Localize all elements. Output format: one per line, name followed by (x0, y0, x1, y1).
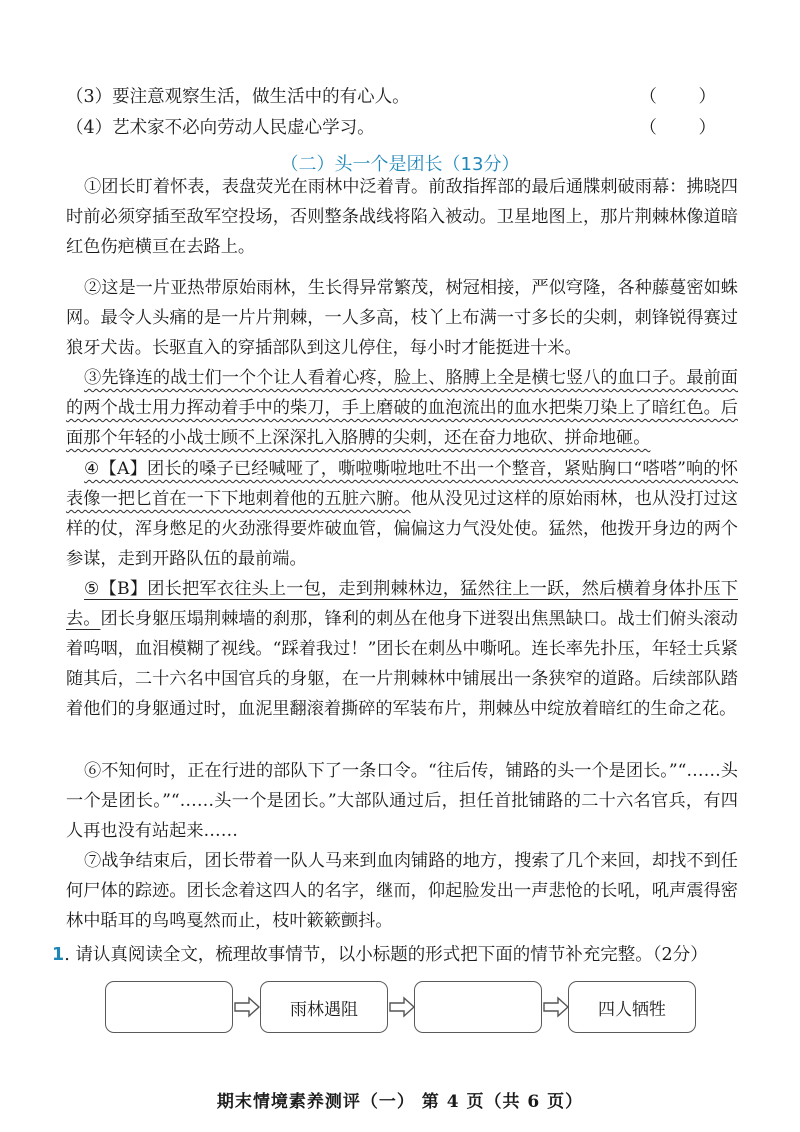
paragraph-5 (66, 574, 738, 724)
judgment-item-3 (66, 84, 738, 110)
question-number: 1 (52, 945, 65, 965)
arrow-right-icon (234, 996, 260, 1018)
plot-box-3-blank[interactable] (414, 981, 542, 1033)
paragraph-1: ①团长盯着怀表，表盘荧光在雨林中泛着青。前敌指挥部的最后通牒刺破雨幕：拂晓四时前必须穿插至敌军空投场，否则整条战线将陷入被动。卫星地图上，那片荆棘林像道暗红色伤疤横亘在去路上。 (66, 177, 738, 257)
paragraph-6: ⑥不知何时，正在行进的部队下了一条口令。“往后传，铺路的头一个是团长。”“……头一个是团长。”“……头一个是团长。”大部队通过后，担任首批铺路的二十六名官兵，有四人再也没有站起来…… (66, 761, 738, 841)
paragraph-text: 团长身躯压塌荆棘墙的刹那，锋利的刺丛在他身下迸裂出焦黑缺口。战士们俯头滚动着呜咽，血泪模糊了视线。“踩着我过！”团长在刺丛中嘶吼。连长率先扑压，年轻士兵紧随其后，二十六名中国官兵的身躯，在一片荆棘林中铺展出一条狭窄的道路。后续部队踏着他们的身躯通过时，血泥里翻滚着撕碎的军装布片，荆棘丛中绽放着暗红的生命之花。 (66, 609, 738, 719)
plot-box-1-blank[interactable] (105, 981, 233, 1033)
paragraph-text: 他从没见过这样的原始雨林，也从没打过这样的仗，浑身憋足的火劲涨得要炸破血管，偏偏这力气没处使。猛然，他拨开身边的两个参谋，走到开路队伍的最前端。 (66, 489, 738, 569)
wavy-underlined-text: ③先锋连的战士们一个个让人看着心疼，脸上、胳膊上全是横七竖八的血口子。最前面的两个战士用力挥动着手中的柴刀，手上磨破的血泡流出的血水把柴刀染上了暗红色。后面那个年轻的小战士顾不上深深扎入胳膊的尖刺，还在奋力地砍、拼命地砸。 (66, 368, 738, 448)
page-footer: 期末情境素养测评（一） 第 4 页（共 6 页） (216, 1092, 584, 1112)
answer-parentheses[interactable]: （ ） (639, 118, 734, 138)
question-text: . 请认真阅读全文，梳理故事情节，以小标题的形式把下面的情节补充完整。（2分） (64, 945, 708, 965)
paragraph-3 (66, 363, 738, 453)
judgment-text: （4）艺术家不必向劳动人民虚心学习。 (66, 118, 375, 138)
arrow-right-icon (389, 996, 415, 1018)
plot-flowchart (105, 981, 705, 1037)
answer-parentheses[interactable]: （ ） (639, 87, 734, 107)
judgment-text: （3）要注意观察生活，做生活中的有心人。 (66, 87, 410, 107)
arrow-right-icon (543, 996, 569, 1018)
judgment-item-4 (66, 115, 738, 141)
wavy-underlined-text: ④【A】团长的嗓子已经喊哑了，嘶啦嘶啦地吐不出一个整音，紧贴胸口“嗒嗒”响的怀表像一把匕首在一下下地刺着他的五脏六腑。 (66, 459, 738, 509)
underlined-text: ⑤【B】团长把军衣往头上一包，走到荆棘林边，猛然往上一跃，然后横着身体扑压下去。 (66, 579, 738, 629)
paragraph-4 (66, 454, 738, 574)
plot-box-2: 雨林遇阻 (260, 981, 388, 1033)
plot-box-4: 四人牺牲 (568, 981, 696, 1033)
question-1 (52, 942, 752, 968)
paragraph-7: ⑦战争结束后，团长带着一队人马来到血肉铺路的地方，搜索了几个来回，却找不到任何尸体的踪迹。团长念着这四人的名字，继而，仰起脸发出一声悲怆的长吼，吼声震得密林中聒耳的鸟鸣戛然而止，枝叶簌簌颤抖。 (66, 851, 738, 931)
paragraph-2: ②这是一片亚热带原始雨林，生长得异常繁茂，树冠相接，严似穹隆，各种藤蔓密如蛛网。最令人头痛的是一片片荆棘，一人多高，枝丫上布满一寸多长的尖刺，刺锋锐得赛过狼牙犬齿。长驱直入的穿插部队到这儿停住，每小时才能挺进十米。 (66, 278, 738, 358)
section-title: （二）头一个是团长（13分） (280, 154, 520, 175)
